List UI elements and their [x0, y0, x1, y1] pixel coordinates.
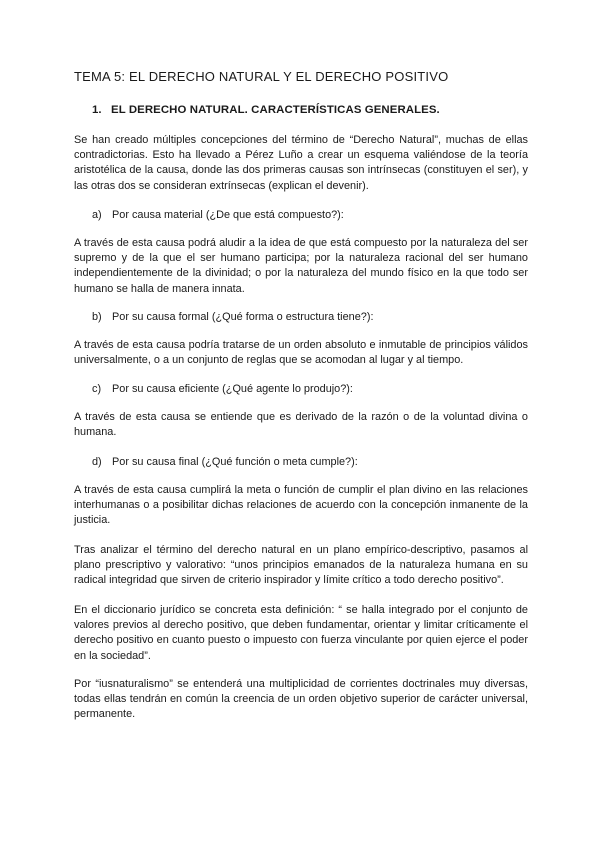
section-title: EL DERECHO NATURAL. CARACTERÍSTICAS GENERALES. [111, 104, 440, 116]
list-marker: d) [92, 456, 102, 468]
list-marker: c) [92, 383, 102, 395]
closing-paragraph: Por “iusnaturalismo” se entenderá una multiplicidad de corrientes doctrinales muy diversas, todas ellas tendrán en común la creencia de un orden objetivo superior de carácter universal, permanente. [74, 678, 528, 721]
section-heading [92, 104, 440, 116]
list-item-label [92, 382, 353, 397]
list-label-text: Por su causa formal (¿Qué forma o estructura tiene?): [112, 311, 374, 323]
closing-paragraph: Tras analizar el término del derecho natural en un plano empírico-descriptivo, pasamos al plano prescriptivo y valorativo: “unos principios emanados de la naturaleza humana en su radical integridad que sirven de criterio inspirador y límite crítico a todo derecho positivo”. [74, 544, 528, 587]
list-item-label [92, 310, 373, 325]
list-label-text: Por su causa eficiente (¿Qué agente lo produjo?): [112, 383, 353, 395]
list-label-text: Por su causa final (¿Qué función o meta cumple?): [112, 456, 358, 468]
list-label-text: Por causa material (¿De que está compuesto?): [112, 209, 344, 221]
item-paragraph: A través de esta causa cumplirá la meta o función de cumplir el plan divino en las relaciones interhumanas o a posibilitar dichas relaciones de acuerdo con la concepción inmanente de la justicia. [74, 484, 528, 527]
item-paragraph: A través de esta causa se entiende que es derivado de la razón o de la voluntad divina o humana. [74, 411, 528, 439]
list-marker: a) [92, 209, 102, 221]
list-marker: b) [92, 311, 102, 323]
item-paragraph: A través de esta causa podría tratarse de un orden absoluto e inmutable de principios válidos universalmente, o a un conjunto de reglas que se acomodan al lugar y al tiempo. [74, 339, 528, 367]
closing-paragraph: En el diccionario jurídico se concreta esta definición: “ se halla integrado por el conjunto de valores previos al derecho positivo, que deben fundamentar, orientar y limitar críticamente el derecho positivo en cuanto puesto o impuesto con fuerza vinculante por quien ejerce el poder en la sociedad”. [74, 604, 528, 662]
section-number: 1. [92, 104, 102, 116]
item-paragraph: A través de esta causa podrá aludir a la idea de que está compuesto por la naturaleza del ser supremo y de la que el ser humano participa; por la naturaleza racional del ser humano independientemente de la divinidad; o por la naturaleza del mundo físico en la que todo ser humano se halla de manera innata. [74, 237, 528, 295]
list-item-label [92, 208, 344, 223]
intro-paragraph: Se han creado múltiples concepciones del término de “Derecho Natural”, muchas de ellas contradictorias. Esto ha llevado a Pérez Luño a crear un esquema valiéndose de la teoría aristotélica de la causa, donde las dos primeras causas son intrínsecas (constituyen el ser), y las otras dos se consideran extrínsecas (explican el devenir). [74, 134, 528, 192]
list-item-label [92, 455, 358, 470]
document-title: TEMA 5: EL DERECHO NATURAL Y EL DERECHO POSITIVO [74, 69, 449, 84]
